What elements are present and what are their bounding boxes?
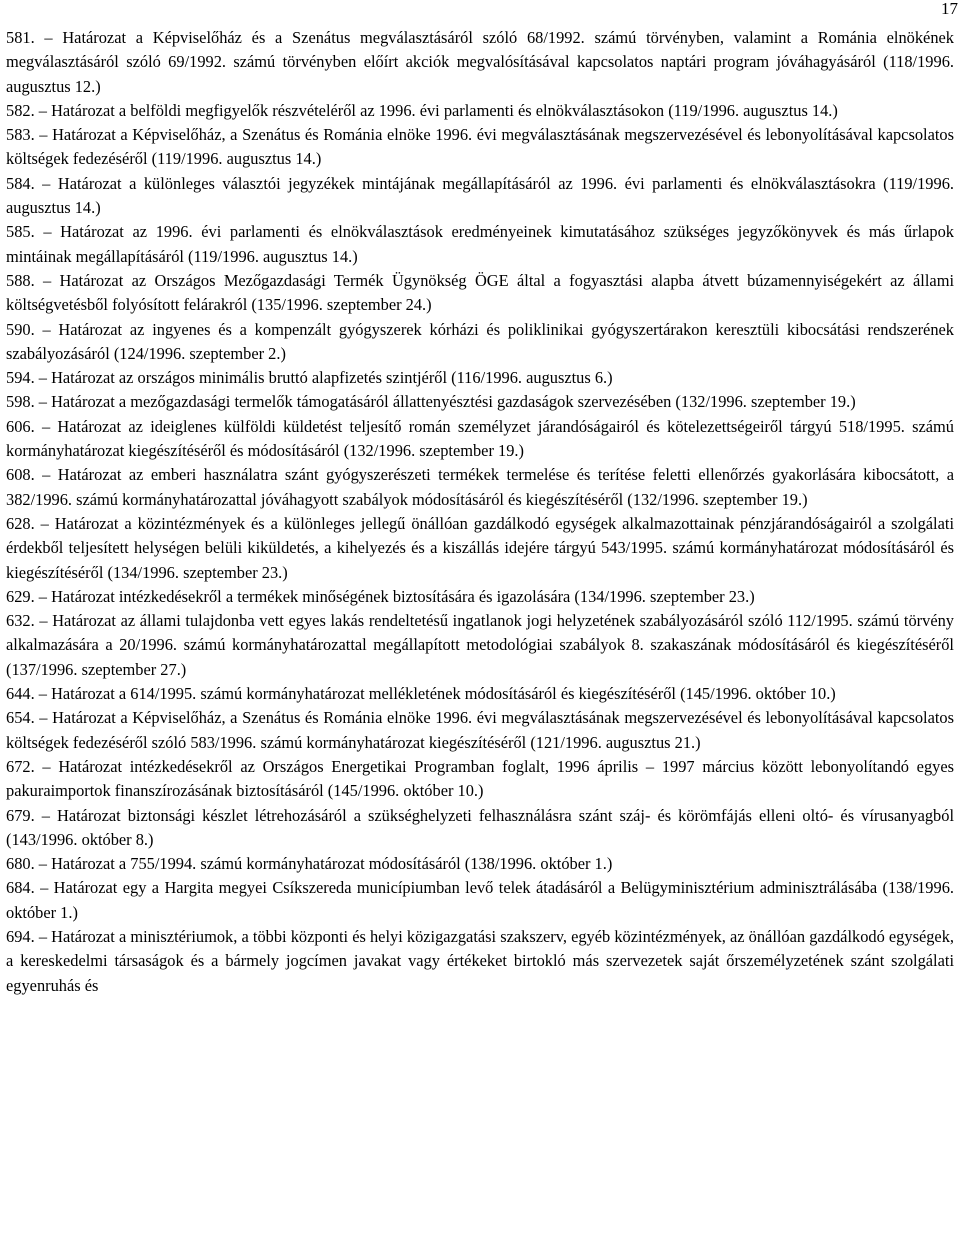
list-item: 594. – Határozat az országos minimális bruttó alapfizetés szintjéről (116/1996. augusztus 6.) — [6, 368, 613, 388]
list-item: 684. – Határozat egy a Hargita megyei Csíkszereda municípiumban levő telek átadásáról a Belügyminisztérium adminisztrálásába (138/1996. október 1.) — [6, 878, 954, 922]
list-item: 679. – Határozat biztonsági készlet létrehozásáról a szükséghelyzeti felhasználásra szánt száj- és körömfájás elleni oltó- és vírusanyagból (143/1996. október 8.) — [6, 805, 954, 849]
list-item: 608. – Határozat az emberi használatra szánt gyógyszerészeti termékek termelése és terítése feletti ellenőrzés gyakorlására kibocsátott, a 382/1996. számú kormányhatározattal jóváhagyott szabályok módosításáról és kiegészítéséről (132/1996. szeptember 19.) — [6, 465, 954, 509]
decree-list — [6, 26, 954, 998]
list-item: 582. – Határozat a belföldi megfigyelők részvételéről az 1996. évi parlamenti és elnökválasztásokon (119/1996. augusztus 14.) — [6, 100, 838, 120]
list-item: 583. – Határozat a Képviselőház, a Szenátus és Románia elnöke 1996. évi megválasztásának megszervezésével és lebonyolításával kapcsolatos költségek fedezéséről (119/1996. augusztus 14.) — [6, 125, 954, 169]
list-item: 680. – Határozat a 755/1994. számú kormányhatározat módosításáról (138/1996. október 1.) — [6, 854, 613, 874]
page-number: 17 — [941, 0, 958, 18]
list-item: 588. – Határozat az Országos Mezőgazdasági Termék Ügynökség ÖGE által a fogyasztási alapba átvett búzamennyiségekért az állami költségvetésből folyósított felárakról (135/1996. szeptember 24.) — [6, 270, 954, 315]
list-item: 598. – Határozat a mezőgazdasági termelők támogatásáról állattenyésztési gazdaságok szervezésében (132/1996. szeptember 19.) — [6, 392, 856, 412]
list-item: 672. – Határozat intézkedésekről az Országos Energetikai Programban foglalt, 1996 április – 1997 március között lebonyolítandó egyes pakuraimportok finanszírozásának biztosításáról (145/1996. október 10.) — [6, 756, 954, 801]
list-item: 628. – Határozat a közintézmények és a különleges jellegű önállóan gazdálkodó egységek alkalmazottainak pénzjárandóságairól a szolgálati érdekből teljesített helységen belüli kiküldetés, a kihelyezés és a kiszállás idejére tárgyú 543/1995. számú kormányhatározat módosításáról és kiegészítéséről (134/1996. szeptember 23.) — [6, 513, 954, 582]
list-item: 590. – Határozat az ingyenes és a kompenzált gyógyszerek kórházi és poliklinikai gyógyszertárakon keresztüli kibocsátási rendszerének szabályozásáról (124/1996. szeptember 2.) — [6, 319, 954, 363]
list-item: 585. – Határozat az 1996. évi parlamenti és elnökválasztások eredményeinek kimutatásához szükséges jegyzőkönyvek és más űrlapok mintáinak megállapításáról (119/1996. augusztus 14.) — [6, 222, 954, 266]
list-item: 654. – Határozat a Képviselőház, a Szenátus és Románia elnöke 1996. évi megválasztásának megszervezésével és lebonyolításával kapcsolatos költségek fedezéséről szóló 583/1996. számú kormányhatározat kiegészítéséről (121/1996. augusztus 21.) — [6, 708, 954, 752]
list-item: 581. – Határozat a Képviselőház és a Szenátus megválasztásáról szóló 68/1992. számú törvényben, valamint a Románia elnökének megválasztásáról szóló 69/1992. számú törvényben előírt akciók megvalósításával kapcsolatos naptári program jóváhagyásáról (118/1996. augusztus 12.) — [6, 28, 954, 96]
list-item: 629. – Határozat intézkedésekről a termékek minőségének biztosítására és igazolására (134/1996. szeptember 23.) — [6, 586, 755, 606]
list-item: 606. – Határozat az ideiglenes külföldi küldetést teljesítő román személyzet járandóságairól és kötelezettségeiről tárgyú 518/1995. számú kormányhatározat kiegészítéséről és módosításáról (132/1996. szeptember 19.) — [6, 416, 954, 461]
list-item: 644. – Határozat a 614/1995. számú kormányhatározat mellékletének módosításáról és kiegészítéséről (145/1996. október 10.) — [6, 684, 836, 704]
list-item: 632. – Határozat az állami tulajdonba vett egyes lakás rendeltetésű ingatlanok jogi helyzetének szabályozásáról szóló 112/1995. számú törvény alkalmazására a 20/1996. számú kormányhatározattal megállapított metodológiai szabályok 8. szakaszának módosításáról és kiegészítéséről (137/1996. szeptember 27.) — [6, 611, 954, 679]
list-item: 694. – Határozat a minisztériumok, a többi központi és helyi közigazgatási szakszerv, egyéb közintézmények, az önállóan gazdálkodó egységek, a kereskedelmi társaságok és a bármely jogcímen javakat vagy értékeket birtokló más szervezetek saját őrszemélyzetének szánt szolgálati egyenruhás és — [6, 926, 954, 995]
list-item: 584. – Határozat a különleges választói jegyzékek mintájának megállapításáról az 1996. évi parlamenti és elnökválasztásokra (119/1996. augusztus 14.) — [6, 173, 954, 218]
